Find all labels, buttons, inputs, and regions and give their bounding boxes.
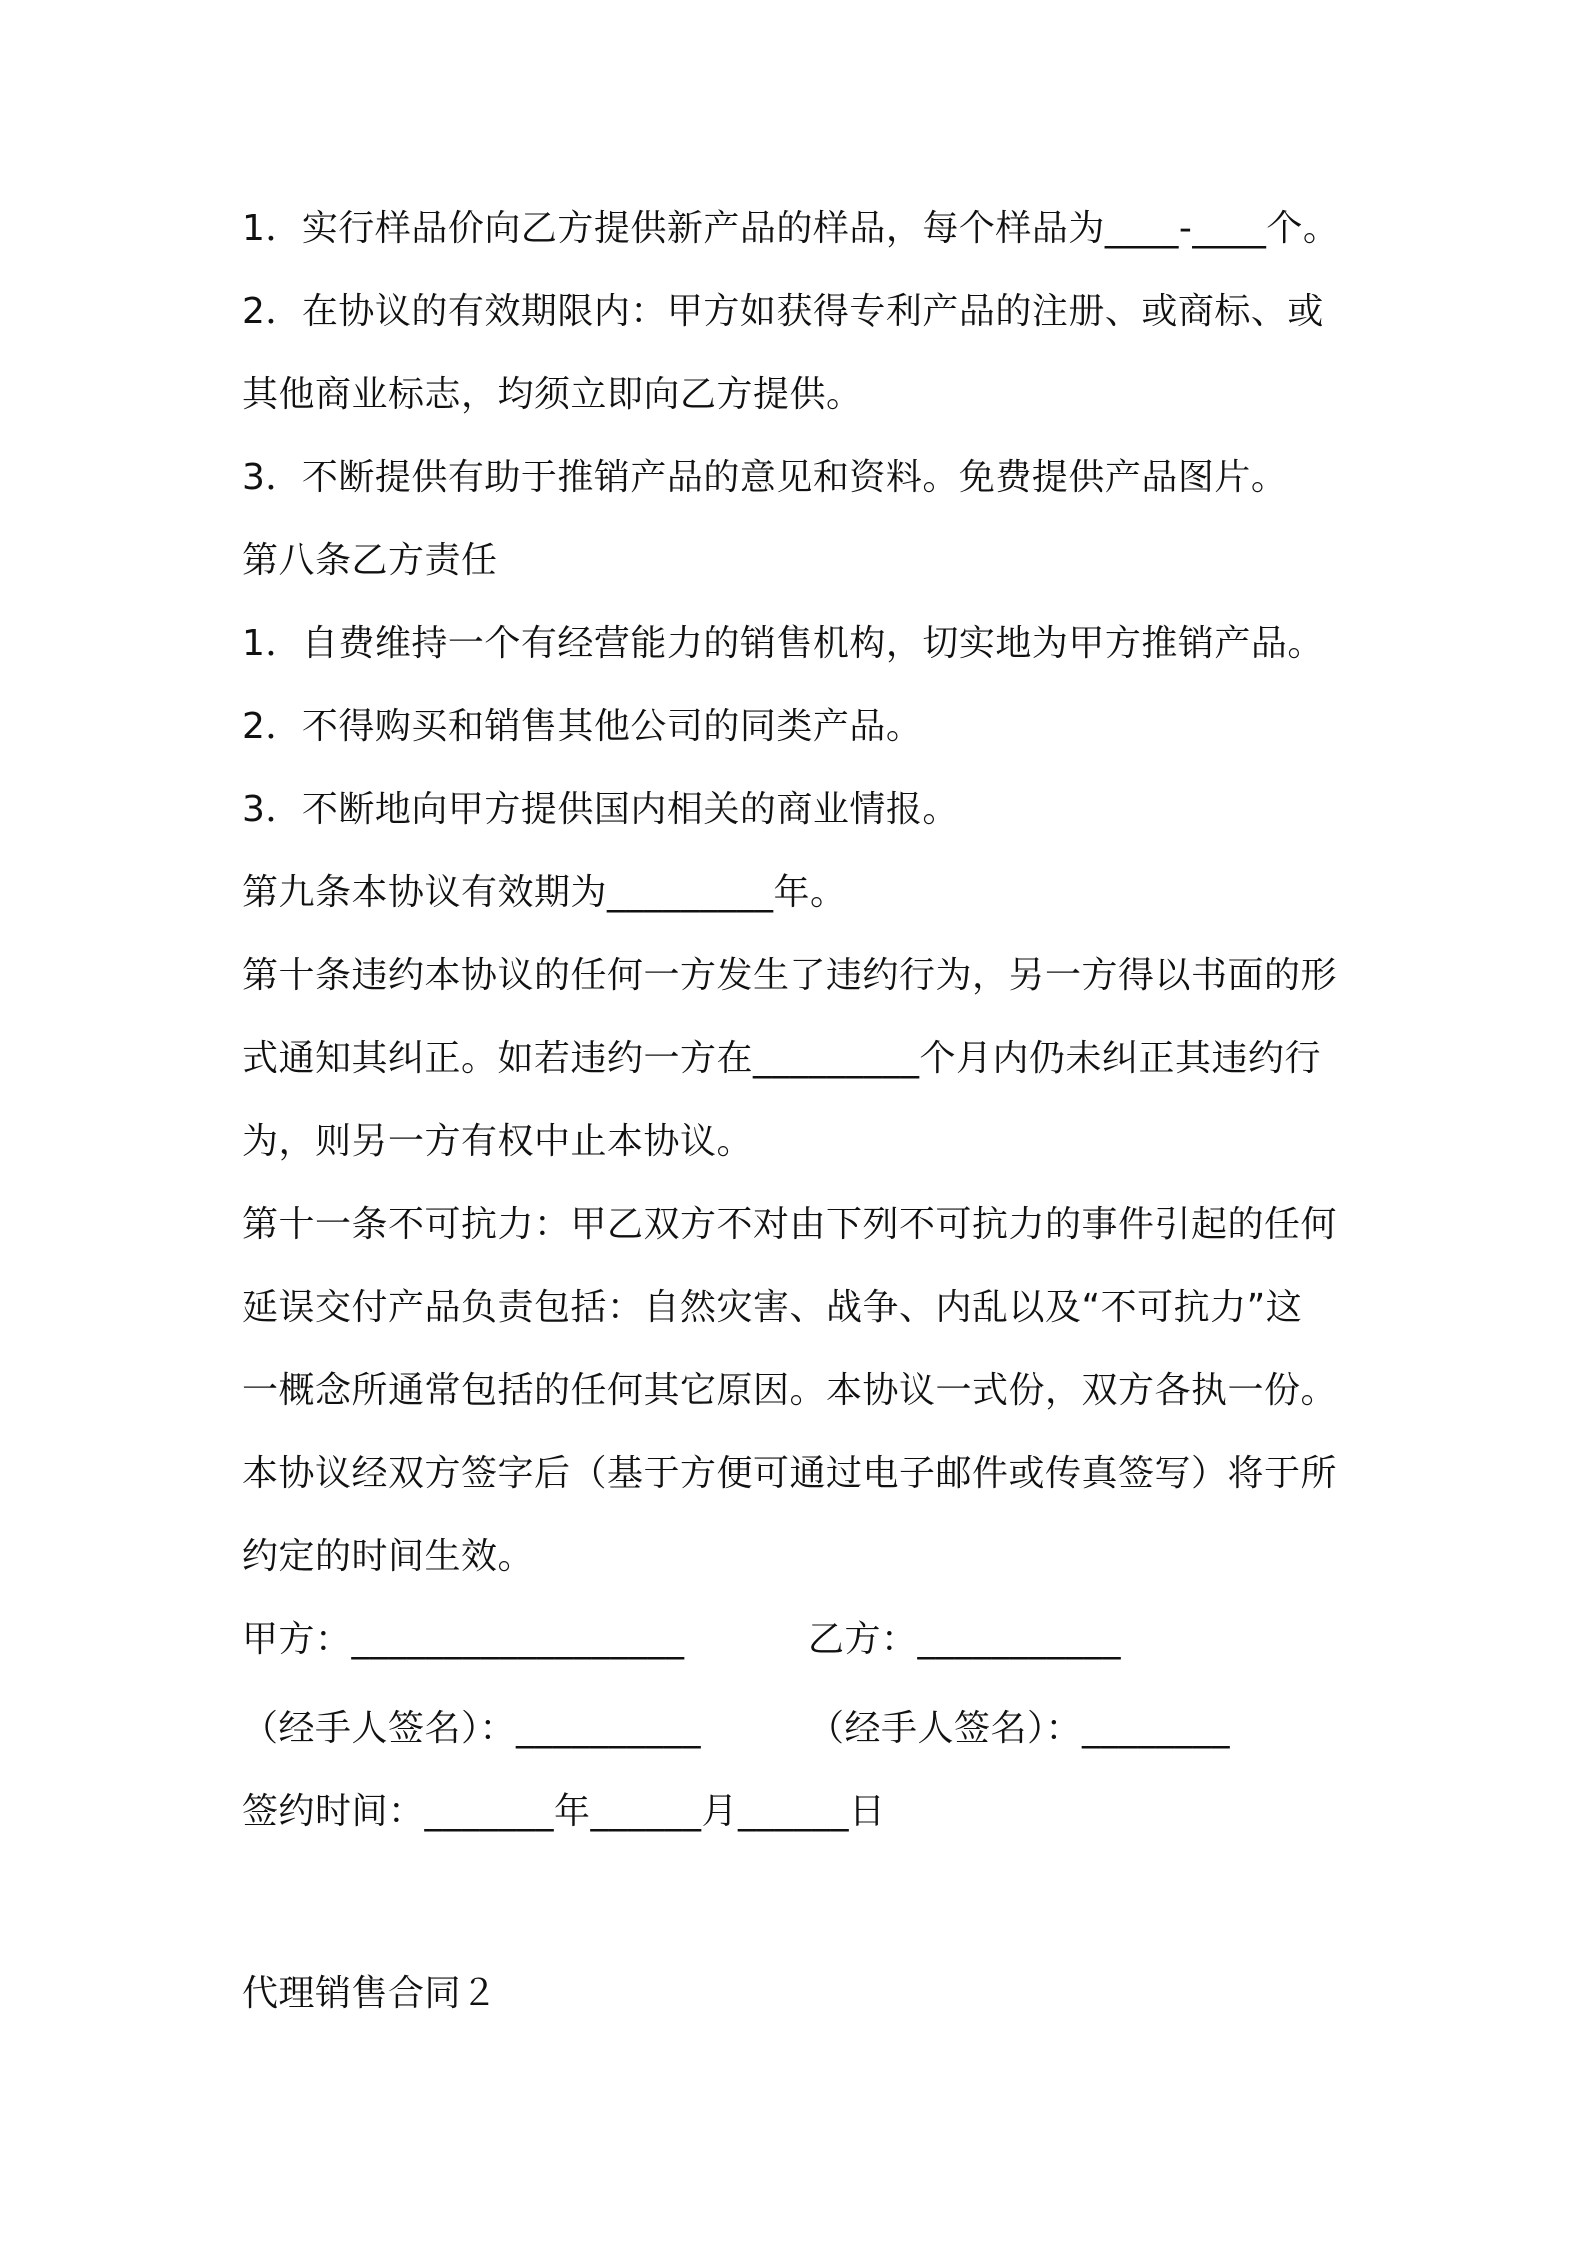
article-11-line-1: 第十一条不可抗力：甲乙双方不对由下列不可抗力的事件引起的任何 — [242, 1204, 1338, 1245]
effective-line-2: 约定的时间生效。 — [242, 1536, 535, 1577]
clause-line-3: 其他商业标志，均须立即向乙方提供。 — [242, 374, 863, 415]
article-11-line-3: 一概念所通常包括的任何其它原因。本协议一式份，双方各执一份。 — [242, 1370, 1338, 1411]
section-heading-article-8: 第八条乙方责任 — [242, 540, 498, 581]
clause-line-8: 3．不断地向甲方提供国内相关的商业情报。 — [242, 789, 959, 830]
effective-line-1: 本协议经双方签字后（基于方便可通过电子邮件或传真签写）将于所 — [242, 1453, 1338, 1494]
article-10-line-2: 式通知其纠正。如若违约一方在_________个月内仍未纠正其违约行 — [242, 1038, 1322, 1079]
clause-line-7: 2．不得购买和销售其他公司的同类产品。 — [242, 706, 923, 747]
handler-a-signature: （经手人签名）：__________ — [242, 1708, 702, 1749]
article-10-line-1: 第十条违约本协议的任何一方发生了违约行为，另一方得以书面的形 — [242, 955, 1338, 996]
next-contract-title: 代理销售合同２ — [242, 1973, 498, 2014]
article-9-line: 第九条本协议有效期为_________年。 — [242, 872, 847, 913]
party-a-signature: 甲方：__________________ — [242, 1619, 685, 1660]
clause-line-6: 1．自费维持一个有经营能力的销售机构，切实地为甲方推销产品。 — [242, 623, 1324, 664]
clause-line-4: 3．不断提供有助于推销产品的意见和资料。免费提供产品图片。 — [242, 457, 1288, 498]
article-11-line-2: 延误交付产品负责包括：自然灾害、战争、内乱以及“不可抗力”这 — [242, 1287, 1303, 1328]
sign-date-line: 签约时间：_______年______月______日 — [242, 1791, 886, 1832]
clause-line-2: 2．在协议的有效期限内：甲方如获得专利产品的注册、或商标、或 — [242, 291, 1324, 332]
party-b-signature: 乙方：___________ — [808, 1619, 1122, 1660]
handler-b-signature: （经手人签名）：________ — [808, 1708, 1231, 1749]
article-10-line-3: 为，则另一方有权中止本协议。 — [242, 1121, 754, 1162]
clause-line-1: 1．实行样品价向乙方提供新产品的样品，每个样品为____-____个。 — [242, 208, 1340, 249]
